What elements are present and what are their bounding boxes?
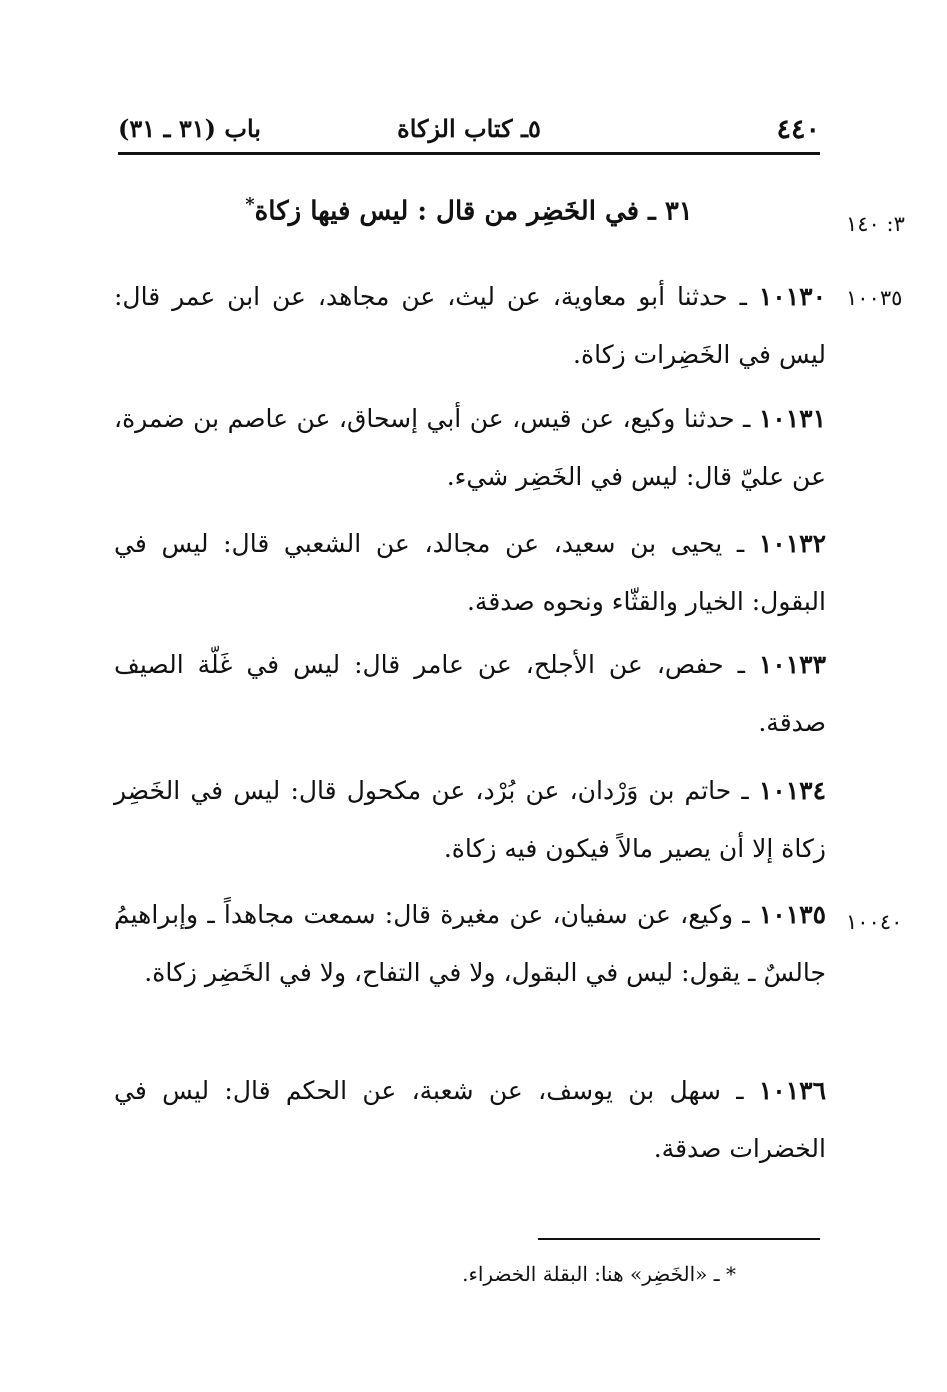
running-header [118,110,820,150]
hadith-number: ١٠١٣٠ [758,282,826,311]
hadith-text: ـ حفص، عن الأجلح، عن عامر قال: ليس في غَلّة الصيف صدقة. [114,650,826,737]
hadith-text: ـ يحيى بن سعيد، عن مجالد، عن الشعبي قال: ليس في البقول: الخيار والقثّاء ونحوه صدقة. [114,529,826,616]
header-divider [118,152,820,155]
margin-reference-10040: ١٠٠٤٠ [846,910,903,934]
hadith-text: ـ حدثنا وكيع، عن قيس، عن أبي إسحاق، عن عاصم بن ضمرة، عن عليّ قال: ليس في الخَضِر شيء. [114,404,826,491]
footnote: * ـ «الخَضِر» هنا: البقلة الخضراء. [462,1262,736,1286]
hadith-entry [114,636,826,752]
hadith-number: ١٠١٣١ [758,404,826,433]
hadith-entry [114,886,826,1002]
hadith-text: ـ وكيع، عن سفيان، عن مغيرة قال: سمعت مجاهداً ـ وإبراهيمُ جالسٌ ـ يقول: ليس في البقول، ولا في التفاح، ولا في الخَضِر زكاة. [114,900,826,987]
hadith-text: ـ حدثنا أبو معاوية، عن ليث، عن مجاهد، عن ابن عمر قال: ليس في الخَضِرات زكاة. [114,282,826,369]
hadith-text: ـ حاتم بن وَرْدان، عن بُرْد، عن مكحول قال: ليس في الخَضِر زكاة إلا أن يصير مالاً فيكون فيه زكاة. [114,776,826,863]
hadith-entry [114,1062,826,1178]
hadith-number: ١٠١٣٣ [758,650,826,679]
margin-reference-10035: ١٠٠٣٥ [846,286,903,310]
book-title: ٥ـ كتاب الزكاة [397,114,541,143]
hadith-number: ١٠١٣٤ [758,776,826,805]
hadith-number: ١٠١٣٦ [758,1076,826,1105]
page-number: ٤٤٠ [776,114,820,145]
section-title-text: ٣١ ـ في الخَضِر من قال : ليس فيها زكاة [254,196,693,227]
chapter-range: باب (٣١ ـ ٣١) [118,114,261,143]
hadith-number: ١٠١٣٢ [758,529,826,558]
margin-volume-reference: ٣: ١٤٠ [846,212,905,236]
hadith-text: ـ سهل بن يوسف، عن شعبة، عن الحكم قال: ليس في الخضرات صدقة. [114,1076,826,1163]
hadith-entry [114,762,826,878]
hadith-number: ١٠١٣٥ [758,900,826,929]
hadith-entry [114,390,826,506]
footnote-divider [538,1238,820,1240]
section-title [118,194,820,227]
hadith-entry [114,515,826,631]
footnote-marker: * [245,194,255,215]
hadith-entry [114,268,826,384]
